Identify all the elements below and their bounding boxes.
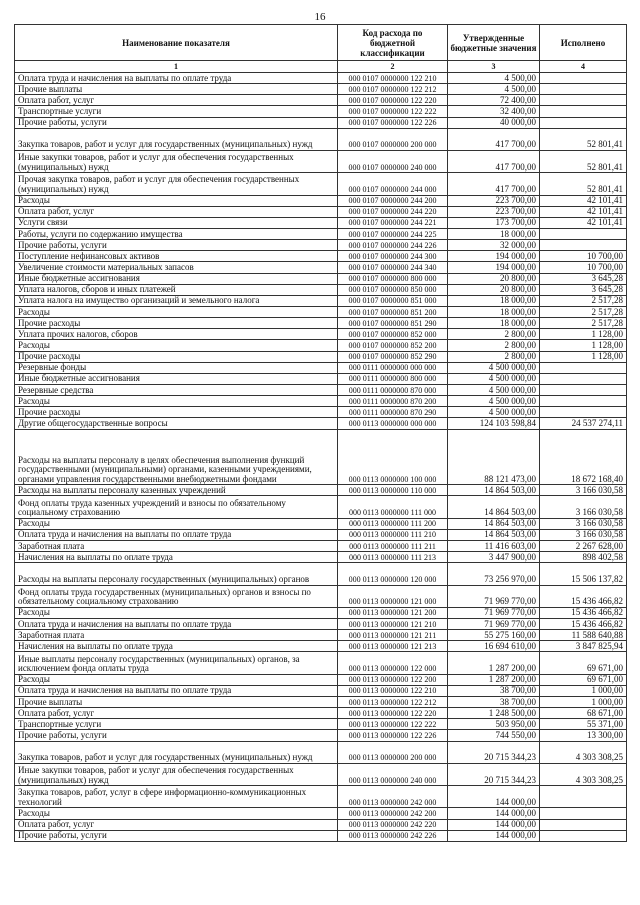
row-name: Фонд оплаты труда казенных учреждений и взносы по обязательному социальному страхованию bbox=[15, 496, 338, 518]
row-name: Прочие выплаты bbox=[15, 697, 338, 708]
row-name: Расходы bbox=[15, 607, 338, 618]
table-row bbox=[15, 128, 627, 150]
table-row bbox=[15, 607, 627, 618]
table-row bbox=[15, 351, 627, 362]
table-row bbox=[15, 340, 627, 351]
row-name: Закупка товаров, работ и услуг для государственных (муниципальных) нужд bbox=[15, 128, 338, 150]
row-approved-value: 503 950,00 bbox=[448, 719, 540, 730]
row-approved-value: 4 500 000,00 bbox=[448, 384, 540, 395]
row-executed-value bbox=[540, 73, 627, 84]
row-name: Расходы на выплаты персоналу казенных учреждений bbox=[15, 485, 338, 496]
row-code: 000 0107 0000000 200 000 bbox=[338, 128, 448, 150]
table-row bbox=[15, 518, 627, 529]
row-name: Уплата прочих налогов, сборов bbox=[15, 329, 338, 340]
table-row bbox=[15, 318, 627, 329]
row-approved-value: 1 287 200,00 bbox=[448, 674, 540, 685]
header-code: Код расхода по бюджетной классификации bbox=[338, 25, 448, 61]
row-approved-value: 2 800,00 bbox=[448, 351, 540, 362]
row-executed-value bbox=[540, 106, 627, 117]
row-executed-value: 68 671,00 bbox=[540, 708, 627, 719]
row-approved-value: 55 275 160,00 bbox=[448, 630, 540, 641]
row-code: 000 0107 0000000 122 210 bbox=[338, 73, 448, 84]
row-name: Расходы bbox=[15, 674, 338, 685]
table-row bbox=[15, 630, 627, 641]
row-executed-value: 18 672 168,40 bbox=[540, 429, 627, 485]
row-name: Поступление нефинансовых активов bbox=[15, 251, 338, 262]
row-code: 000 0107 0000000 852 290 bbox=[338, 351, 448, 362]
table-row bbox=[15, 151, 627, 173]
row-code: 000 0107 0000000 244 225 bbox=[338, 229, 448, 240]
row-executed-value: 10 700,00 bbox=[540, 251, 627, 262]
table-row bbox=[15, 95, 627, 106]
row-approved-value: 194 000,00 bbox=[448, 262, 540, 273]
row-code: 000 0113 0000000 121 200 bbox=[338, 607, 448, 618]
row-executed-value: 2 517,28 bbox=[540, 318, 627, 329]
row-approved-value: 124 103 598,84 bbox=[448, 418, 540, 429]
row-approved-value: 2 800,00 bbox=[448, 340, 540, 351]
table-row bbox=[15, 730, 627, 741]
row-name: Расходы bbox=[15, 808, 338, 819]
row-approved-value: 20 715 344,23 bbox=[448, 763, 540, 785]
table-row bbox=[15, 496, 627, 518]
row-executed-value: 15 436 466,82 bbox=[540, 619, 627, 630]
row-executed-value bbox=[540, 95, 627, 106]
row-approved-value: 71 969 770,00 bbox=[448, 619, 540, 630]
row-approved-value: 20 800,00 bbox=[448, 284, 540, 295]
table-row bbox=[15, 217, 627, 228]
row-code: 000 0111 0000000 870 000 bbox=[338, 384, 448, 395]
row-name: Резервные средства bbox=[15, 384, 338, 395]
table-row bbox=[15, 396, 627, 407]
table-row bbox=[15, 262, 627, 273]
row-code: 000 0107 0000000 852 000 bbox=[338, 329, 448, 340]
row-executed-value: 52 801,41 bbox=[540, 128, 627, 150]
row-code: 000 0113 0000000 242 200 bbox=[338, 808, 448, 819]
row-executed-value: 3 847 825,94 bbox=[540, 641, 627, 652]
row-executed-value: 3 645,28 bbox=[540, 273, 627, 284]
row-approved-value: 144 000,00 bbox=[448, 808, 540, 819]
row-name: Прочие работы, услуги bbox=[15, 730, 338, 741]
row-approved-value: 18 000,00 bbox=[448, 229, 540, 240]
row-executed-value: 1 128,00 bbox=[540, 351, 627, 362]
row-code: 000 0107 0000000 122 222 bbox=[338, 106, 448, 117]
row-code: 000 0113 0000000 200 000 bbox=[338, 741, 448, 763]
page-number: 16 bbox=[314, 11, 326, 23]
row-code: 000 0107 0000000 850 000 bbox=[338, 284, 448, 295]
header-executed: Исполнено bbox=[540, 25, 627, 61]
table-row bbox=[15, 362, 627, 373]
row-code: 000 0107 0000000 244 221 bbox=[338, 217, 448, 228]
row-name: Прочая закупка товаров, работ и услуг для обеспечения государственных (муниципальных) нужд bbox=[15, 173, 338, 195]
row-code: 000 0113 0000000 122 212 bbox=[338, 697, 448, 708]
row-code: 000 0107 0000000 240 000 bbox=[338, 151, 448, 173]
row-approved-value: 20 715 344,23 bbox=[448, 741, 540, 763]
row-code: 000 0113 0000000 110 000 bbox=[338, 485, 448, 496]
row-executed-value: 24 537 274,11 bbox=[540, 418, 627, 429]
table-row bbox=[15, 329, 627, 340]
row-executed-value: 15 436 466,82 bbox=[540, 607, 627, 618]
table-row bbox=[15, 763, 627, 785]
row-name: Начисления на выплаты по оплате труда bbox=[15, 552, 338, 563]
row-executed-value: 69 671,00 bbox=[540, 652, 627, 674]
row-approved-value: 18 000,00 bbox=[448, 318, 540, 329]
header-approved: Утвержденные бюджетные значения bbox=[448, 25, 540, 61]
column-number: 1 bbox=[15, 61, 338, 73]
row-approved-value: 38 700,00 bbox=[448, 685, 540, 696]
row-name: Заработная плата bbox=[15, 541, 338, 552]
row-name: Услуги связи bbox=[15, 217, 338, 228]
row-name: Расходы bbox=[15, 518, 338, 529]
row-approved-value: 1 248 500,00 bbox=[448, 708, 540, 719]
row-executed-value: 52 801,41 bbox=[540, 173, 627, 195]
row-name: Прочие работы, услуги bbox=[15, 830, 338, 841]
row-approved-value: 71 969 770,00 bbox=[448, 585, 540, 607]
row-approved-value: 4 500 000,00 bbox=[448, 373, 540, 384]
row-name: Расходы на выплаты персоналу государственных (муниципальных) органов bbox=[15, 563, 338, 585]
row-executed-value bbox=[540, 240, 627, 251]
row-code: 000 0113 0000000 242 000 bbox=[338, 786, 448, 808]
row-code: 000 0113 0000000 122 210 bbox=[338, 685, 448, 696]
row-approved-value: 4 500,00 bbox=[448, 84, 540, 95]
budget-table bbox=[14, 24, 627, 842]
row-code: 000 0113 0000000 120 000 bbox=[338, 563, 448, 585]
table-row bbox=[15, 619, 627, 630]
row-executed-value: 11 588 640,88 bbox=[540, 630, 627, 641]
row-name: Расходы на выплаты персоналу в целях обеспечения выполнения функций государственными (муниципальными) органами, казенными учреждениями, органами управления государственными внебюджетными фондами bbox=[15, 429, 338, 485]
table-row bbox=[15, 563, 627, 585]
table-row bbox=[15, 529, 627, 540]
table-row bbox=[15, 407, 627, 418]
row-name: Иные бюджетные ассигнования bbox=[15, 373, 338, 384]
row-approved-value: 40 000,00 bbox=[448, 117, 540, 128]
row-executed-value: 15 436 466,82 bbox=[540, 585, 627, 607]
row-approved-value: 223 700,00 bbox=[448, 206, 540, 217]
table-row bbox=[15, 685, 627, 696]
row-approved-value: 417 700,00 bbox=[448, 128, 540, 150]
row-name: Иные закупки товаров, работ и услуг для обеспечения государственных (муниципальных) нужд bbox=[15, 763, 338, 785]
row-executed-value: 42 101,41 bbox=[540, 206, 627, 217]
row-name: Фонд оплаты труда государственных (муниципальных) органов и взносы по обязательному социальному страхованию bbox=[15, 585, 338, 607]
row-approved-value: 71 969 770,00 bbox=[448, 607, 540, 618]
row-name: Увеличение стоимости материальных запасов bbox=[15, 262, 338, 273]
row-code: 000 0113 0000000 121 210 bbox=[338, 619, 448, 630]
table-row bbox=[15, 195, 627, 206]
row-code: 000 0107 0000000 122 212 bbox=[338, 84, 448, 95]
row-executed-value: 2 267 628,00 bbox=[540, 541, 627, 552]
row-name: Другие общегосударственные вопросы bbox=[15, 418, 338, 429]
row-approved-value: 32 000,00 bbox=[448, 240, 540, 251]
row-executed-value bbox=[540, 407, 627, 418]
row-approved-value: 14 864 503,00 bbox=[448, 485, 540, 496]
row-executed-value: 1 128,00 bbox=[540, 329, 627, 340]
row-name: Оплата труда и начисления на выплаты по оплате труда bbox=[15, 529, 338, 540]
row-code: 000 0107 0000000 244 220 bbox=[338, 206, 448, 217]
column-number: 4 bbox=[540, 61, 627, 73]
row-executed-value bbox=[540, 808, 627, 819]
table-row bbox=[15, 585, 627, 607]
row-name: Закупка товаров, работ, услуг в сфере информационно-коммуникационных технологий bbox=[15, 786, 338, 808]
row-executed-value: 42 101,41 bbox=[540, 217, 627, 228]
row-name: Оплата работ, услуг bbox=[15, 95, 338, 106]
row-name: Прочие выплаты bbox=[15, 84, 338, 95]
row-name: Расходы bbox=[15, 307, 338, 318]
table-row bbox=[15, 819, 627, 830]
row-executed-value: 1 000,00 bbox=[540, 697, 627, 708]
table-row bbox=[15, 830, 627, 841]
table-row bbox=[15, 307, 627, 318]
column-number: 2 bbox=[338, 61, 448, 73]
row-code: 000 0107 0000000 800 000 bbox=[338, 273, 448, 284]
table-row bbox=[15, 652, 627, 674]
row-code: 000 0107 0000000 244 200 bbox=[338, 195, 448, 206]
row-executed-value: 898 402,58 bbox=[540, 552, 627, 563]
row-code: 000 0107 0000000 244 000 bbox=[338, 173, 448, 195]
row-name: Прочие расходы bbox=[15, 318, 338, 329]
row-name: Транспортные услуги bbox=[15, 106, 338, 117]
row-code: 000 0107 0000000 122 226 bbox=[338, 117, 448, 128]
row-code: 000 0111 0000000 870 290 bbox=[338, 407, 448, 418]
table-body bbox=[15, 73, 627, 842]
row-code: 000 0107 0000000 122 220 bbox=[338, 95, 448, 106]
row-name: Оплата работ, услуг bbox=[15, 819, 338, 830]
table-row bbox=[15, 641, 627, 652]
row-code: 000 0107 0000000 851 200 bbox=[338, 307, 448, 318]
row-executed-value bbox=[540, 362, 627, 373]
row-executed-value: 69 671,00 bbox=[540, 674, 627, 685]
row-approved-value: 417 700,00 bbox=[448, 151, 540, 173]
row-name: Оплата труда и начисления на выплаты по оплате труда bbox=[15, 619, 338, 630]
row-code: 000 0111 0000000 870 200 bbox=[338, 396, 448, 407]
row-approved-value: 18 000,00 bbox=[448, 295, 540, 306]
row-code: 000 0107 0000000 851 290 bbox=[338, 318, 448, 329]
row-approved-value: 223 700,00 bbox=[448, 195, 540, 206]
row-name: Транспортные услуги bbox=[15, 719, 338, 730]
table-row bbox=[15, 552, 627, 563]
row-code: 000 0113 0000000 121 213 bbox=[338, 641, 448, 652]
row-name: Расходы bbox=[15, 340, 338, 351]
row-approved-value: 417 700,00 bbox=[448, 173, 540, 195]
row-name: Заработная плата bbox=[15, 630, 338, 641]
table-row bbox=[15, 674, 627, 685]
row-approved-value: 144 000,00 bbox=[448, 830, 540, 841]
row-name: Иные закупки товаров, работ и услуг для обеспечения государственных (муниципальных) нужд bbox=[15, 151, 338, 173]
table-row bbox=[15, 373, 627, 384]
row-executed-value: 55 371,00 bbox=[540, 719, 627, 730]
row-name: Начисления на выплаты по оплате труда bbox=[15, 641, 338, 652]
table-row bbox=[15, 808, 627, 819]
row-code: 000 0107 0000000 244 300 bbox=[338, 251, 448, 262]
row-code: 000 0113 0000000 242 220 bbox=[338, 819, 448, 830]
row-code: 000 0107 0000000 851 000 bbox=[338, 295, 448, 306]
row-executed-value: 13 300,00 bbox=[540, 730, 627, 741]
row-name: Резервные фонды bbox=[15, 362, 338, 373]
table-row bbox=[15, 485, 627, 496]
table-row bbox=[15, 106, 627, 117]
row-approved-value: 4 500 000,00 bbox=[448, 407, 540, 418]
row-code: 000 0107 0000000 244 226 bbox=[338, 240, 448, 251]
row-approved-value: 20 800,00 bbox=[448, 273, 540, 284]
table-row bbox=[15, 697, 627, 708]
row-name: Прочие расходы bbox=[15, 407, 338, 418]
row-approved-value: 3 447 900,00 bbox=[448, 552, 540, 563]
row-executed-value: 3 645,28 bbox=[540, 284, 627, 295]
row-code: 000 0113 0000000 122 226 bbox=[338, 730, 448, 741]
table-row bbox=[15, 708, 627, 719]
table-row bbox=[15, 284, 627, 295]
row-code: 000 0113 0000000 121 000 bbox=[338, 585, 448, 607]
table-row bbox=[15, 429, 627, 485]
row-executed-value bbox=[540, 819, 627, 830]
table-row bbox=[15, 173, 627, 195]
table-row bbox=[15, 240, 627, 251]
row-approved-value: 4 500 000,00 bbox=[448, 362, 540, 373]
row-name: Оплата работ, услуг bbox=[15, 206, 338, 217]
row-code: 000 0113 0000000 111 000 bbox=[338, 496, 448, 518]
row-executed-value: 1 000,00 bbox=[540, 685, 627, 696]
table-row bbox=[15, 295, 627, 306]
row-executed-value bbox=[540, 229, 627, 240]
row-approved-value: 11 416 603,00 bbox=[448, 541, 540, 552]
row-approved-value: 38 700,00 bbox=[448, 697, 540, 708]
row-executed-value: 2 517,28 bbox=[540, 307, 627, 318]
table-row bbox=[15, 206, 627, 217]
row-name: Прочие работы, услуги bbox=[15, 117, 338, 128]
row-name: Работы, услуги по содержанию имущества bbox=[15, 229, 338, 240]
row-executed-value: 4 303 308,25 bbox=[540, 741, 627, 763]
row-approved-value: 1 287 200,00 bbox=[448, 652, 540, 674]
row-approved-value: 2 800,00 bbox=[448, 329, 540, 340]
row-executed-value: 2 517,28 bbox=[540, 295, 627, 306]
header-name: Наименование показателя bbox=[15, 25, 338, 61]
row-executed-value bbox=[540, 373, 627, 384]
row-name: Иные выплаты персоналу государственных (муниципальных) органов, за исключением фонда оплаты труда bbox=[15, 652, 338, 674]
row-executed-value: 3 166 030,58 bbox=[540, 485, 627, 496]
table-row bbox=[15, 229, 627, 240]
table-row bbox=[15, 418, 627, 429]
row-code: 000 0113 0000000 242 226 bbox=[338, 830, 448, 841]
row-code: 000 0113 0000000 122 220 bbox=[338, 708, 448, 719]
row-approved-value: 144 000,00 bbox=[448, 786, 540, 808]
row-approved-value: 4 500,00 bbox=[448, 73, 540, 84]
row-code: 000 0113 0000000 111 211 bbox=[338, 541, 448, 552]
column-number: 3 bbox=[448, 61, 540, 73]
table-row bbox=[15, 741, 627, 763]
row-executed-value: 3 166 030,58 bbox=[540, 496, 627, 518]
row-code: 000 0113 0000000 122 222 bbox=[338, 719, 448, 730]
row-code: 000 0113 0000000 121 211 bbox=[338, 630, 448, 641]
row-approved-value: 14 864 503,00 bbox=[448, 529, 540, 540]
row-executed-value: 1 128,00 bbox=[540, 340, 627, 351]
row-executed-value: 4 303 308,25 bbox=[540, 763, 627, 785]
row-approved-value: 14 864 503,00 bbox=[448, 496, 540, 518]
row-name: Оплата работ, услуг bbox=[15, 708, 338, 719]
row-name: Иные бюджетные ассигнования bbox=[15, 273, 338, 284]
row-name: Уплата налогов, сборов и иных платежей bbox=[15, 284, 338, 295]
row-approved-value: 4 500 000,00 bbox=[448, 396, 540, 407]
row-name: Прочие расходы bbox=[15, 351, 338, 362]
row-approved-value: 73 256 970,00 bbox=[448, 563, 540, 585]
row-executed-value bbox=[540, 786, 627, 808]
row-name: Расходы bbox=[15, 195, 338, 206]
row-name: Закупка товаров, работ и услуг для государственных (муниципальных) нужд bbox=[15, 741, 338, 763]
table-row bbox=[15, 84, 627, 95]
row-name: Оплата труда и начисления на выплаты по оплате труда bbox=[15, 685, 338, 696]
row-code: 000 0111 0000000 000 000 bbox=[338, 362, 448, 373]
row-executed-value bbox=[540, 84, 627, 95]
row-executed-value: 10 700,00 bbox=[540, 262, 627, 273]
row-executed-value: 15 506 137,82 bbox=[540, 563, 627, 585]
row-code: 000 0113 0000000 111 200 bbox=[338, 518, 448, 529]
table-row bbox=[15, 786, 627, 808]
row-approved-value: 88 121 473,00 bbox=[448, 429, 540, 485]
row-code: 000 0113 0000000 111 213 bbox=[338, 552, 448, 563]
table-row bbox=[15, 541, 627, 552]
table-row bbox=[15, 273, 627, 284]
row-approved-value: 744 550,00 bbox=[448, 730, 540, 741]
row-approved-value: 72 400,00 bbox=[448, 95, 540, 106]
table-row bbox=[15, 117, 627, 128]
row-executed-value: 3 166 030,58 bbox=[540, 518, 627, 529]
row-executed-value bbox=[540, 384, 627, 395]
row-approved-value: 14 864 503,00 bbox=[448, 518, 540, 529]
row-approved-value: 16 694 610,00 bbox=[448, 641, 540, 652]
table-row bbox=[15, 73, 627, 84]
row-approved-value: 194 000,00 bbox=[448, 251, 540, 262]
row-code: 000 0107 0000000 852 200 bbox=[338, 340, 448, 351]
row-code: 000 0107 0000000 244 340 bbox=[338, 262, 448, 273]
row-executed-value: 42 101,41 bbox=[540, 195, 627, 206]
row-approved-value: 144 000,00 bbox=[448, 819, 540, 830]
row-name: Уплата налога на имущество организаций и земельного налога bbox=[15, 295, 338, 306]
row-executed-value bbox=[540, 117, 627, 128]
row-code: 000 0113 0000000 240 000 bbox=[338, 763, 448, 785]
row-code: 000 0113 0000000 122 000 bbox=[338, 652, 448, 674]
row-approved-value: 32 400,00 bbox=[448, 106, 540, 117]
row-approved-value: 18 000,00 bbox=[448, 307, 540, 318]
row-approved-value: 173 700,00 bbox=[448, 217, 540, 228]
row-executed-value bbox=[540, 396, 627, 407]
row-executed-value: 3 166 030,58 bbox=[540, 529, 627, 540]
row-code: 000 0113 0000000 111 210 bbox=[338, 529, 448, 540]
row-executed-value: 52 801,41 bbox=[540, 151, 627, 173]
row-name: Расходы bbox=[15, 396, 338, 407]
row-code: 000 0113 0000000 100 000 bbox=[338, 429, 448, 485]
table-row bbox=[15, 719, 627, 730]
row-name: Прочие работы, услуги bbox=[15, 240, 338, 251]
row-code: 000 0113 0000000 000 000 bbox=[338, 418, 448, 429]
row-executed-value bbox=[540, 830, 627, 841]
row-code: 000 0111 0000000 800 000 bbox=[338, 373, 448, 384]
row-name: Оплата труда и начисления на выплаты по оплате труда bbox=[15, 73, 338, 84]
table-row bbox=[15, 251, 627, 262]
table-row bbox=[15, 384, 627, 395]
row-code: 000 0113 0000000 122 200 bbox=[338, 674, 448, 685]
